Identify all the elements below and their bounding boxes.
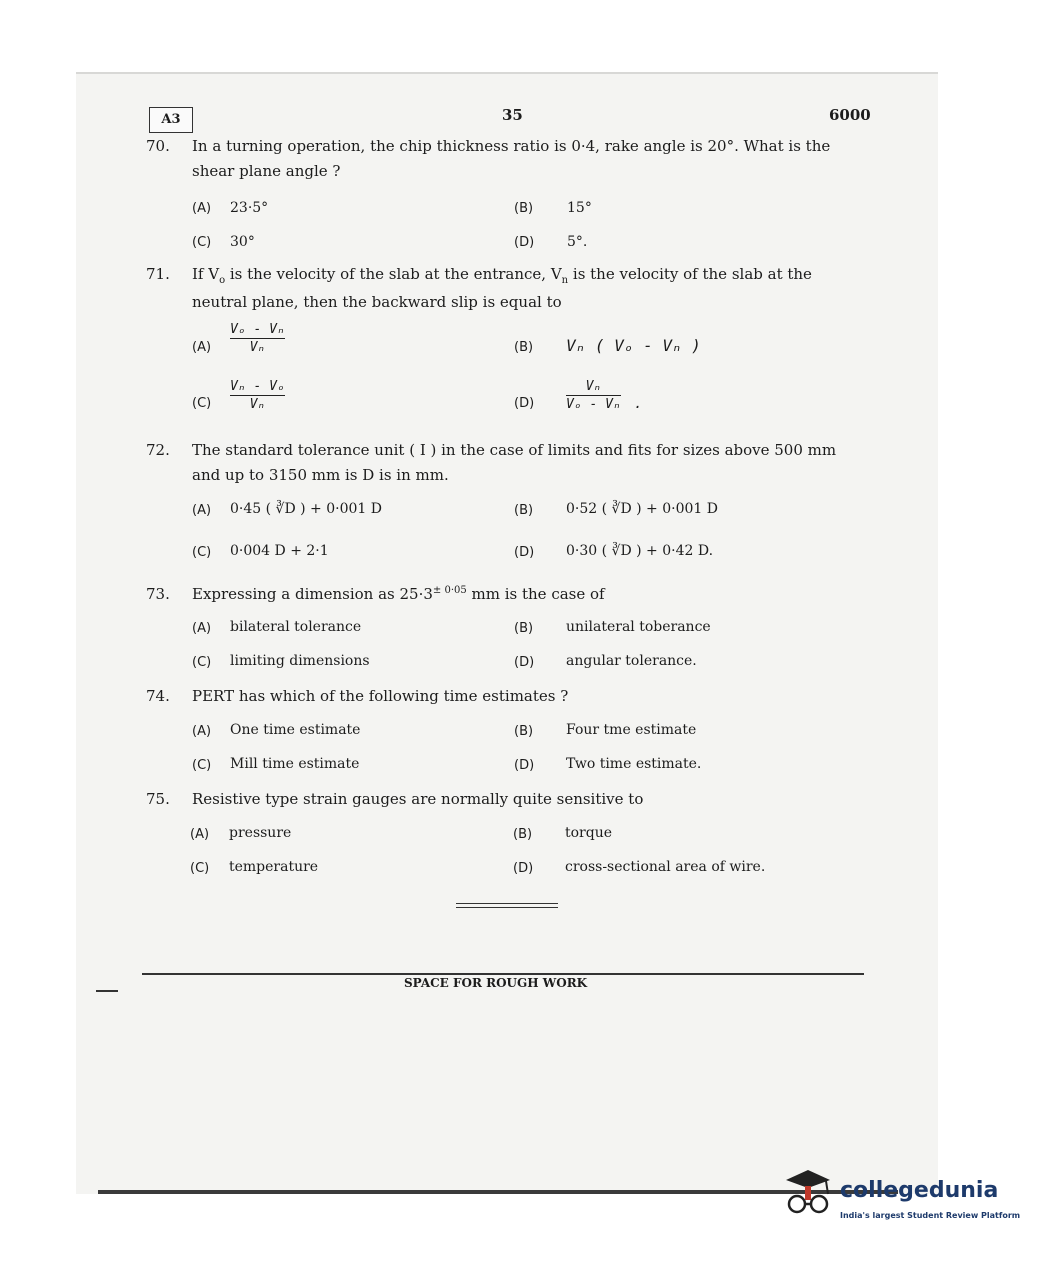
option-label: (B) (513, 827, 533, 842)
option-label: (B) (514, 503, 534, 518)
q71-option-a-fraction (230, 322, 285, 355)
question-75-text: Resistive type strain gauges are normally quite sensitive to (192, 790, 644, 808)
booklet-code: A3 (149, 107, 193, 133)
margin-mark (96, 990, 118, 992)
option-label: (C) (192, 655, 212, 670)
rough-work-label: SPACE FOR ROUGH WORK (404, 976, 588, 990)
q74-option-d: Two time estimate. (566, 756, 702, 772)
option-label: (B) (514, 724, 534, 739)
option-label: (C) (190, 861, 210, 876)
q75-option-a: pressure (229, 825, 292, 841)
section-end-rule (456, 903, 558, 904)
option-label: (A) (192, 201, 212, 216)
q74-option-b: Four tme estimate (566, 722, 697, 738)
option-label: (A) (192, 340, 212, 355)
option-label: (C) (192, 758, 212, 773)
q70-option-a: 23·5° (230, 200, 269, 216)
q71-option-b: Vₙ ( Vₒ - Vₙ ) (566, 336, 701, 355)
question-75-number: 75. (146, 790, 170, 808)
question-73-text: Expressing a dimension as $25\cdot 3^{\pm 0\cdot 05}$ mm is the case of (192, 585, 605, 603)
mascot-icon (778, 1166, 838, 1222)
rough-work-divider (142, 973, 864, 975)
question-74-text: PERT has which of the following time estimates ? (192, 687, 569, 705)
q70-option-d: 5°. (567, 234, 588, 250)
option-label: (D) (514, 396, 535, 411)
logo-brand: collegedunia (840, 1178, 999, 1203)
question-70-text-cont: shear plane angle ? (192, 162, 341, 180)
option-label: (B) (514, 340, 534, 355)
q71-option-a-numerator: Vₒ - Vₙ (230, 322, 285, 337)
option-label: (C) (192, 545, 212, 560)
q71-option-d-fraction (566, 379, 621, 412)
option-label: (B) (514, 201, 534, 216)
logo-tagline: India's largest Student Review Platform (840, 1211, 1021, 1220)
q70-option-c: 30° (230, 234, 255, 250)
q71-option-d-denominator: Vₒ - Vₙ (566, 397, 621, 412)
q73-option-d: angular tolerance. (566, 653, 697, 669)
q73-option-c: limiting dimensions (230, 653, 370, 669)
page-number: 35 (502, 106, 523, 124)
question-72-number: 72. (146, 441, 170, 459)
option-label: (D) (514, 758, 535, 773)
q72-option-b: 0·52 ( ∛D ) + 0·001 D (566, 501, 718, 517)
q72-option-c: 0·004 D + 2·1 (230, 543, 329, 559)
q71-option-d-end: . (634, 396, 643, 412)
q70-option-b: 15° (567, 200, 592, 216)
question-71-number: 71. (146, 265, 170, 283)
option-label: (B) (514, 621, 534, 636)
option-label: (C) (192, 396, 212, 411)
option-label: (A) (192, 503, 212, 518)
q74-option-a: One time estimate (230, 722, 361, 738)
question-70-text: In a turning operation, the chip thickness ratio is 0·4, rake angle is 20°. What is the (192, 137, 831, 155)
q75-option-d: cross-sectional area of wire. (565, 859, 766, 875)
series-code: 6000 (829, 106, 871, 124)
q75-option-b: torque (565, 825, 613, 841)
question-71-text-cont: neutral plane, then the backward slip is equal to (192, 293, 562, 311)
question-72-text: The standard tolerance unit ( I ) in the case of limits and fits for sizes above 500 mm (192, 441, 837, 459)
q74-option-c: Mill time estimate (230, 756, 360, 772)
q72-option-a: 0·45 ( ∛D ) + 0·001 D (230, 501, 382, 517)
q71-option-d-numerator: Vₙ (585, 379, 602, 394)
option-label: (C) (192, 235, 212, 250)
question-71-text: If $V_o$ is the velocity of the slab at the entrance, $V_n$ is the velocity of the slab at the (192, 265, 812, 286)
q73-option-a: bilateral tolerance (230, 619, 362, 635)
option-label: (D) (514, 655, 535, 670)
option-label: (A) (192, 724, 212, 739)
q71-option-a-denominator: Vₙ (249, 340, 266, 355)
q71-option-c-numerator: Vₙ - Vₒ (230, 379, 285, 394)
q71-option-c-denominator: Vₙ (249, 397, 266, 412)
q72-option-d: 0·30 ( ∛D ) + 0·42 D. (566, 543, 714, 559)
option-label: (D) (513, 861, 534, 876)
section-end-rule (456, 907, 558, 908)
q75-option-c: temperature (229, 859, 319, 875)
q71-option-c-fraction (230, 379, 285, 412)
option-label: (A) (192, 621, 212, 636)
option-label: (D) (514, 235, 535, 250)
option-label: (A) (190, 827, 210, 842)
q73-option-b: unilateral toberance (566, 619, 711, 635)
question-70-number: 70. (146, 137, 170, 155)
question-73-number: 73. (146, 585, 170, 603)
option-label: (D) (514, 545, 535, 560)
question-72-text-cont: and up to 3150 mm is D is in mm. (192, 466, 449, 484)
question-74-number: 74. (146, 687, 170, 705)
